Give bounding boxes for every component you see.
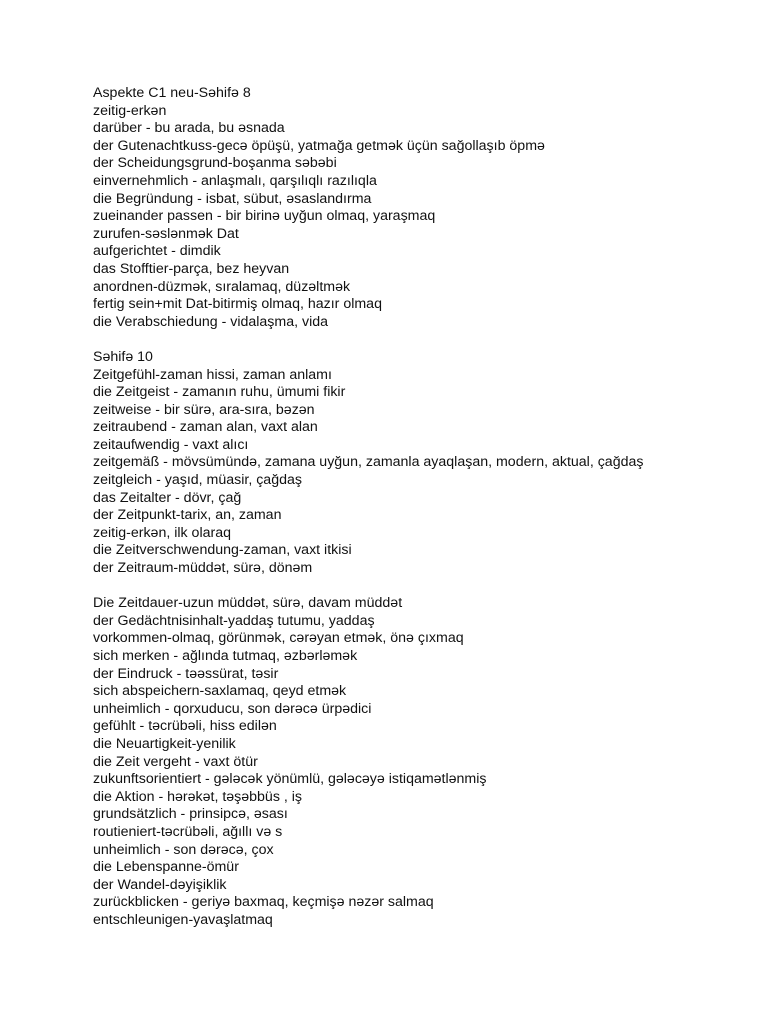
vocab-line: sich merken - ağlında tutmaq, əzbərləmək: [93, 648, 358, 664]
vocab-line: zeitig-erkən: [93, 102, 167, 119]
vocab-line: der Eindruck - təəssürat, təsir: [93, 665, 279, 682]
vocab-line: zurückblicken - geriyə baxmaq, keçmişə nəzər salmaq: [93, 894, 434, 911]
vocab-line: die Aktion - hərəkət, təşəbbüs , iş: [93, 788, 302, 805]
vocab-line: zeitig-erkən, ilk olaraq: [93, 524, 231, 541]
vocab-line: der Scheidungsgrund-boşanma səbəbi: [93, 155, 337, 172]
vocab-line: zeitweise - bir sürə, ara-sıra, bəzən: [93, 401, 315, 418]
vocab-line: Die Zeitdauer-uzun müddət, sürə, davam müddət: [93, 595, 403, 612]
section-heading: Aspekte C1 neu-Səhifə 8: [93, 85, 251, 101]
vocab-line: zukunftsorientiert - gələcək yönümlü, gələcəyə istiqamətlənmiş: [93, 771, 487, 788]
section-heading: Səhifə 10: [93, 348, 153, 365]
vocab-line: zeitraubend - zaman alan, vaxt alan: [93, 419, 318, 436]
vocab-line: die Neuartigkeit-yenilik: [93, 735, 236, 752]
vocab-line: zeitaufwendig - vaxt alıcı: [93, 436, 249, 453]
section-page-10: [93, 349, 753, 578]
vocab-line: die Begründung - isbat, sübut, əsaslandırma: [93, 190, 372, 207]
vocab-line: anordnen-düzmək, sıralamaq, düzəltmək: [93, 278, 351, 295]
vocab-line: der Wandel-dəyişiklik: [93, 876, 227, 893]
section-page-8: [93, 85, 753, 331]
vocab-line: Zeitgefühl-zaman hissi, zaman anlamı: [93, 366, 332, 383]
vocab-line: die Zeit vergeht - vaxt ötür: [93, 753, 258, 770]
vocab-line: routieniert-təcrübəli, ağıllı və s: [93, 823, 283, 840]
vocab-line: zurufen-səslənmək Dat: [93, 225, 239, 242]
vocab-line: die Verabschiedung - vidalaşma, vida: [93, 313, 329, 330]
vocab-line: das Stofftier-parça, bez heyvan: [93, 260, 290, 277]
vocab-line: darüber - bu arada, bu əsnada: [93, 120, 285, 137]
vocab-line: der Zeitpunkt-tarix, an, zaman: [93, 507, 282, 524]
vocab-line: fertig sein+mit Dat-bitirmiş olmaq, hazır olmaq: [93, 296, 382, 313]
vocab-line: die Zeitverschwendung-zaman, vaxt itkisi: [93, 542, 352, 559]
vocab-line: aufgerichtet - dimdik: [93, 243, 221, 260]
vocab-line: das Zeitalter - dövr, çağ: [93, 489, 242, 506]
section-continued: [93, 595, 753, 929]
vocab-line: der Gutenachtkuss-gecə öpüşü, yatmağa getmək üçün sağollaşıb öpmə: [93, 137, 545, 154]
vocab-line: grundsätzlich - prinsipcə, əsası: [93, 806, 288, 823]
vocab-line: einvernehmlich - anlaşmalı, qarşılıqlı razılıqla: [93, 172, 377, 189]
vocab-line: unheimlich - qorxuducu, son dərəcə ürpədici: [93, 700, 372, 717]
vocab-line: entschleunigen-yavaşlatmaq: [93, 911, 273, 928]
vocab-line: unheimlich - son dərəcə, çox: [93, 841, 274, 858]
vocab-line: zueinander passen - bir birinə uyğun olmaq, yaraşmaq: [93, 208, 436, 225]
vocab-line: der Gedächtnisinhalt-yaddaş tutumu, yaddaş: [93, 612, 375, 629]
vocab-line: die Lebenspanne-ömür: [93, 859, 239, 876]
vocab-line: sich abspeichern-saxlamaq, qeyd etmək: [93, 683, 347, 700]
vocab-line: zeitgemäß - mövsümündə, zamana uyğun, zamanla ayaqlaşan, modern, aktual, çağdaş: [93, 454, 644, 471]
vocab-line: vorkommen-olmaq, görünmək, cərəyan etmək, önə çıxmaq: [93, 630, 464, 647]
document-page: [93, 85, 753, 930]
vocab-line: zeitgleich - yaşıd, müasir, çağdaş: [93, 472, 302, 489]
vocab-line: die Zeitgeist - zamanın ruhu, ümumi fikir: [93, 384, 346, 401]
vocab-line: gefühlt - təcrübəli, hiss edilən: [93, 718, 277, 735]
vocab-line: der Zeitraum-müddət, sürə, dönəm: [93, 560, 313, 577]
